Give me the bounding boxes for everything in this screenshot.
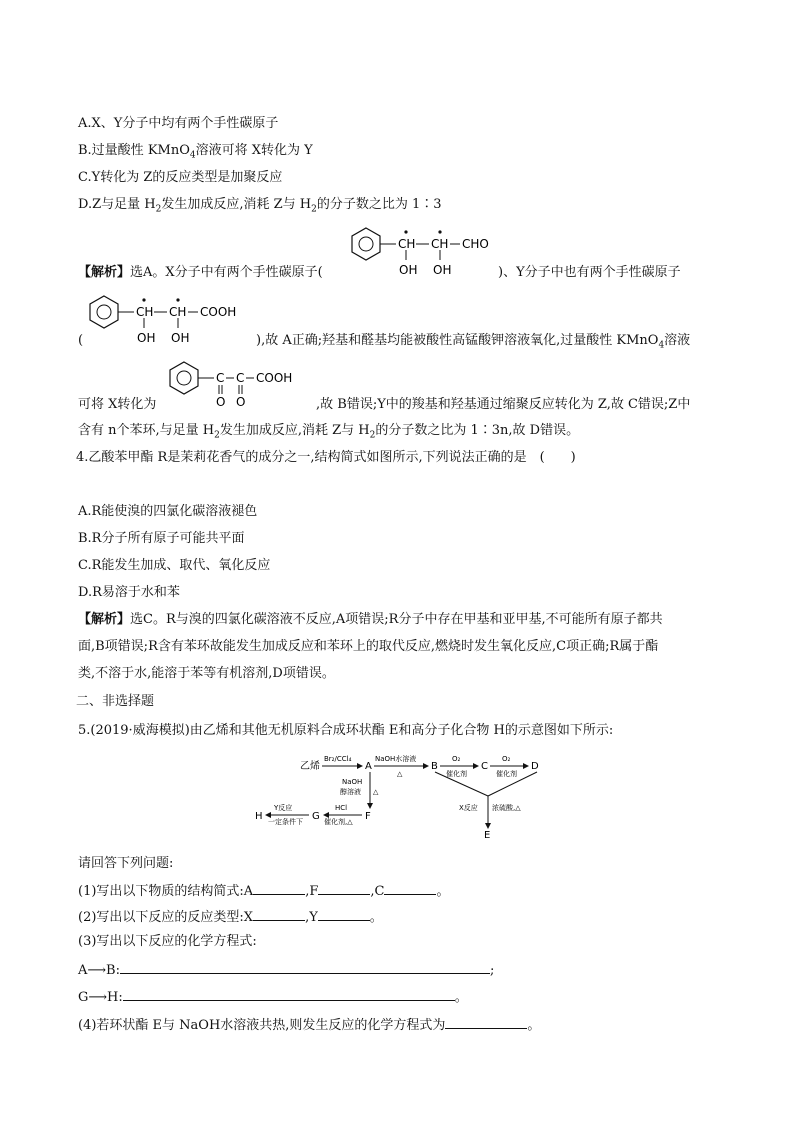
y-oh-1: OH	[137, 331, 156, 345]
node-c: C	[481, 761, 488, 772]
reagent-y: Y反应	[274, 804, 293, 812]
z-o-2: O	[236, 395, 246, 409]
reagent-heat: △	[397, 770, 403, 778]
answer-blank-gh[interactable]	[123, 987, 455, 1001]
q4-option-b: B.R分子所有原子可能共平面	[78, 531, 245, 546]
option-b-text-2: 溶液可将 X转化为 Y	[195, 143, 313, 158]
node-ethylene: 乙烯	[300, 761, 320, 772]
q5-part-1-a: (1)写出以下物质的结构简式:A	[78, 884, 254, 899]
node-f: F	[365, 811, 371, 822]
node-b: B	[431, 761, 438, 772]
analysis-tag: 【解析】	[78, 265, 131, 280]
option-b	[78, 142, 313, 165]
end-mark: ;	[489, 963, 495, 978]
label-g: G	[78, 990, 89, 1005]
reagent-heat-2: △	[373, 788, 379, 796]
node-a: A	[365, 761, 372, 772]
analysis-line-3a: 可将 X转化为	[78, 397, 157, 412]
q4-analysis-2: 面,B项错误;R含有苯环故能发生加成反应和苯环上的取代反应,燃烧时发生氧化反应,C项正确;R属于酯	[78, 639, 659, 654]
reagent-naoh-aq: NaOH水溶液	[375, 755, 417, 763]
q5-prompt: 请回答下列问题:	[78, 856, 174, 871]
q5-part-1	[78, 881, 449, 901]
answer-blank-c[interactable]	[384, 881, 436, 895]
y-oh-2: OH	[171, 331, 190, 345]
option-d-text: D.Z与足量 H	[78, 197, 156, 212]
q5-part-4	[78, 1015, 540, 1035]
reagent-o2-2: O₂	[502, 755, 511, 763]
label-h: H:	[107, 990, 123, 1005]
y-cooh: COOH	[200, 305, 237, 319]
option-d	[78, 196, 442, 219]
subscript: 2	[155, 204, 162, 215]
synthesis-flowchart	[252, 748, 582, 840]
y-ch-2: CH	[169, 305, 187, 319]
analysis-text-4c: 的分子数之比为 1∶3n,故 D错误。	[375, 423, 580, 438]
q4-analysis-text: 选C。R与溴的四氯化碳溶液不反应,A项错误;R分子中存在甲基和亚甲基,不可能所有原子都共	[130, 612, 663, 627]
q4-option-a: A.R能使溴的四氯化碳溶液褪色	[78, 504, 258, 519]
q5-part-3: (3)写出以下反应的化学方程式:	[78, 934, 257, 949]
answer-blank-e[interactable]	[445, 1015, 527, 1029]
q5-part-2	[78, 907, 383, 927]
label-a: A	[78, 963, 88, 978]
q5-part-2-y: ,Y	[305, 910, 318, 925]
answer-blank-y[interactable]	[318, 907, 370, 921]
reagent-alcohol: 醇溶液	[340, 788, 361, 796]
q4-option-d: D.R易溶于水和苯	[78, 585, 180, 600]
reagent-hcl: HCl	[335, 804, 348, 812]
analysis-text-4a: 含有 n个苯环,与足量 H	[78, 423, 215, 438]
reagent-x: X反应	[459, 804, 478, 812]
z-cooh: COOH	[256, 371, 293, 385]
q5-part-1-end: 。	[436, 884, 450, 899]
question-5-stem: 5.(2019·威海模拟)由乙烯和其他无机原料合成环状酯 E和高分子化合物 H的示意图如下所示:	[78, 723, 614, 738]
q5-part-3-ab	[78, 960, 494, 980]
question-4-stem: 4.乙酸苯甲酯 R是茉莉花香气的成分之一,结构简式如图所示,下列说法正确的是 ( )	[76, 450, 576, 465]
option-d-text-3: 的分子数之比为 1∶3	[316, 197, 442, 212]
option-c: C.Y转化为 Z的反应类型是加聚反应	[78, 170, 283, 185]
reagent-conditions: 一定条件下	[268, 818, 303, 826]
subscript: 4	[189, 150, 196, 161]
arrow-icon: ⟶	[87, 963, 107, 978]
q5-part-2-end: 。	[369, 910, 383, 925]
structure-z	[164, 356, 314, 412]
label-b: B:	[106, 963, 120, 978]
option-d-text-2: 发生加成反应,消耗 Z与 H	[161, 197, 312, 212]
node-d: D	[531, 761, 539, 772]
q4-analysis-1	[78, 611, 663, 629]
q5-part-4-end: 。	[527, 1018, 541, 1033]
node-h: H	[255, 811, 263, 822]
x-ch-1: CH	[398, 237, 416, 251]
z-c-2: C	[236, 371, 245, 385]
q5-part-3-gh	[78, 987, 468, 1007]
analysis-text-2: ),故 A正确;羟基和醛基均能被酸性高锰酸钾溶液氧化,过量酸性 KMnO	[256, 333, 659, 348]
node-g: G	[312, 811, 320, 822]
analysis-text-2c: 溶液	[664, 333, 691, 348]
reagent-catalyst-1: 催化剂	[446, 770, 467, 778]
y-ch-1: CH	[136, 305, 154, 319]
x-ch-2: CH	[431, 237, 449, 251]
reagent-naoh: NaOH	[342, 778, 363, 786]
answer-blank-ab[interactable]	[120, 960, 490, 974]
subscript: 2	[214, 430, 220, 441]
analysis-line-2	[256, 332, 690, 355]
reagent-catalyst-heat: 催化剂,△	[324, 818, 353, 826]
reagent-o2-1: O₂	[452, 755, 461, 763]
analysis-line-1b: )、Y分子中也有两个手性碳原子	[498, 265, 681, 280]
subscript: 2	[369, 430, 376, 441]
reagent-br2: Br₂/CCl₄	[324, 755, 352, 763]
q5-part-1-f: ,F	[305, 884, 319, 899]
q5-part-2-x: (2)写出以下反应的反应类型:X	[78, 910, 254, 925]
z-o-1: O	[216, 395, 226, 409]
q5-part-1-c: ,C	[370, 884, 385, 899]
reagent-sulfuric: 浓硫酸,△	[492, 804, 521, 812]
x-oh-1: OH	[399, 263, 418, 277]
q4-analysis-3: 类,不溶于水,能溶于苯等有机溶剂,D项错误。	[78, 666, 335, 681]
answer-blank-x[interactable]	[253, 907, 305, 921]
option-b-text: B.过量酸性 KMnO	[78, 143, 190, 158]
reagent-catalyst-2: 催化剂	[496, 770, 517, 778]
answer-blank-a[interactable]	[253, 881, 305, 895]
q5-part-4-text: (4)若环状酯 E与 NaOH水溶液共热,则发生反应的化学方程式为	[78, 1018, 446, 1033]
analysis-line-3: ,故 B错误;Y中的羧基和羟基通过缩聚反应转化为 Z,故 C错误;Z中	[316, 397, 691, 412]
option-a: A.X、Y分子中均有两个手性碳原子	[78, 116, 279, 131]
x-oh-2: OH	[433, 263, 452, 277]
arrow-icon: ⟶	[88, 990, 108, 1005]
x-cho: CHO	[462, 237, 489, 251]
analysis-text: 选A。X分子中有两个手性碳原子(	[130, 265, 323, 280]
analysis-line-2a: (	[78, 333, 84, 348]
subscript: 4	[658, 340, 665, 351]
subscript: 2	[311, 204, 317, 215]
analysis-line-4	[78, 422, 579, 445]
structure-y	[84, 290, 254, 350]
analysis-line-1	[78, 264, 323, 282]
section-title: 二、非选择题	[76, 694, 155, 709]
node-e: E	[484, 830, 491, 840]
z-c-1: C	[216, 371, 225, 385]
end-mark: 。	[454, 990, 468, 1005]
analysis-tag: 【解析】	[78, 612, 131, 627]
q4-option-c: C.R能发生加成、取代、氧化反应	[78, 558, 271, 573]
answer-blank-f[interactable]	[318, 881, 370, 895]
structure-x	[346, 222, 496, 282]
analysis-text-4b: 发生加成反应,消耗 Z与 H	[219, 423, 370, 438]
